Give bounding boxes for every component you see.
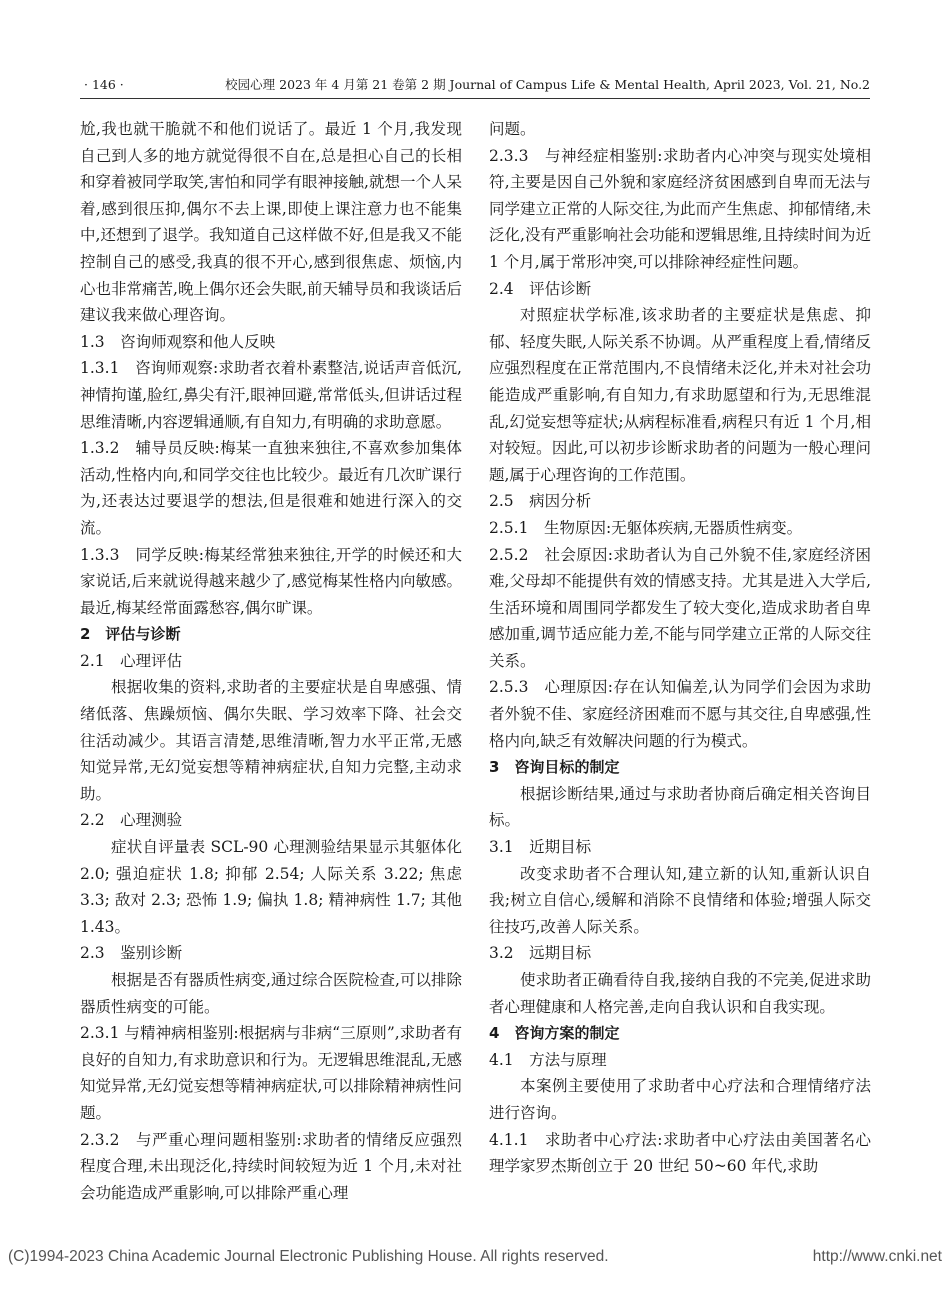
body-paragraph: 对照症状学标准,该求助者的主要症状是焦虑、抑郁、轻度失眠,人际关系不协调。从严重程度上看,情绪反应强烈程度在正常范围内,不良情绪未泛化,并未对社会功能造成严重影响,有自知力,有求助愿望和行为,无思维混乱,幻觉妄想等症状;从病程标准看,病程只有近 1 个月,相对较短。因此,可以初步诊断求助者的问题为一般心理问题,属于心理咨询的工作范围。 (489, 306, 871, 484)
section-heading: 2.1 心理评估 (80, 651, 183, 670)
body-paragraph: 根据是否有器质性病变,通过综合医院检查,可以排除器质性病变的可能。 (80, 971, 462, 1016)
body-paragraph: 1.3.2 辅导员反映:梅某一直独来独往,不喜欢参加集体活动,性格内向,和同学交往也比较少。最近有几次旷课行为,还表达过要退学的想法,但是很难和她进行深入的交流。 (80, 439, 462, 537)
left-column (80, 116, 462, 1206)
footer-url-link[interactable]: http://www.cnki.net (812, 1248, 942, 1265)
body-paragraph: 2.3.2 与严重心理问题相鉴别:求助者的情绪反应强烈程度合理,未出现泛化,持续时间较短为近 1 个月,未对社会功能造成严重影响,可以排除严重心理 (80, 1130, 462, 1202)
section-heading: 2.5 病因分析 (489, 492, 592, 511)
body-paragraph: 根据收集的资料,求助者的主要症状是自卑感强、情绪低落、焦躁烦恼、偶尔失眠、学习效率下降、社会交往活动减少。其语言清楚,思维清晰,智力水平正常,无感知觉异常,无幻觉妄想等精神病症状,自知力完整,主动求助。 (80, 678, 462, 803)
body-paragraph: 2.5.2 社会原因:求助者认为自己外貌不佳,家庭经济困难,父母却不能提供有效的情感支持。尤其是进入大学后,生活环境和周围同学都发生了较大变化,造成求助者自卑感加重,调节适应能力差,不能与同学建立正常的人际交往关系。 (489, 545, 871, 670)
body-paragraph: 根据诊断结果,通过与求助者协商后确定相关咨询目标。 (489, 784, 871, 830)
section-heading: 4.1 方法与原理 (489, 1050, 607, 1069)
section-heading: 3 咨询目标的制定 (489, 758, 620, 777)
section-heading: 2.3 鉴别诊断 (80, 944, 183, 963)
body-paragraph: 改变求助者不合理认知,建立新的认知,重新认识自我;树立自信心,缓解和消除不良情绪和体验;增强人际交往技巧,改善人际关系。 (489, 864, 871, 936)
section-heading: 2 评估与诊断 (80, 625, 181, 644)
page-number: · 146 · (84, 77, 124, 92)
body-paragraph: 2.5.1 生物原因:无躯体疾病,无器质性病变。 (489, 518, 803, 537)
body-paragraph: 使求助者正确看待自我,接纳自我的不完美,促进求助者心理健康和人格完善,走向自我认识和自我实现。 (489, 971, 871, 1016)
section-heading: 3.1 近期目标 (489, 838, 592, 857)
journal-title: 校园心理 2023 年 4 月第 21 卷第 2 期 Journal of Campus Life & Mental Health, April 2023, Vol. 21, No.2 (225, 77, 870, 92)
body-paragraph: 4.1.1 求助者中心疗法:求助者中心疗法由美国著名心理学家罗杰斯创立于 20 世纪 50~60 年代,求助 (489, 1130, 871, 1176)
section-heading: 1.3 咨询师观察和他人反映 (80, 332, 276, 351)
copyright-text: (C)1994-2023 China Academic Journal Electronic Publishing House. All rights reserved. (8, 1248, 609, 1265)
section-heading: 2.2 心理测验 (80, 811, 183, 830)
section-heading: 2.4 评估诊断 (489, 279, 592, 298)
body-paragraph: 1.3.1 咨询师观察:求助者衣着朴素整洁,说话声音低沉,神情拘谨,脸红,鼻尖有汗,眼神回避,常常低头,但讲话过程思维清晰,内容逻辑通顺,有自知力,有明确的求助意愿。 (80, 359, 462, 431)
right-column (489, 116, 871, 1180)
body-paragraph: 2.5.3 心理原因:存在认知偏差,认为同学们会因为求助者外貌不佳、家庭经济困难而不愿与其交往,自卑感强,性格内向,缺乏有效解决问题的行为模式。 (489, 678, 871, 750)
section-heading: 4 咨询方案的制定 (489, 1024, 620, 1043)
body-paragraph: 尬,我也就干脆就不和他们说话了。最近 1 个月,我发现自己到人多的地方就觉得很不自在,总是担心自己的长相和穿着被同学取笑,害怕和同学有眼神接触,就想一个人呆着,感到很压抑,偶尔不去上课,即使上课注意力也不能集中,还想到了退学。我知道自己这样做不好,但是我又不能控制自己的感受,我真的很不开心,感到很焦虑、烦恼,内心也非常痛苦,晚上偶尔还会失眠,前天辅导员和我谈话后建议我来做心理咨询。 (80, 120, 462, 325)
body-paragraph: 2.3.1 与精神病相鉴别:根据病与非病“三原则”,求助者有良好的自知力,有求助意识和行为。无逻辑思维混乱,无感知觉异常,无幻觉妄想等精神病症状,可以排除精神病性问题。 (80, 1024, 462, 1122)
body-paragraph: 问题。 (489, 120, 536, 138)
section-heading: 3.2 远期目标 (489, 944, 592, 963)
body-paragraph: 症状自评量表 SCL-90 心理测验结果显示其躯体化 2.0; 强迫症状 1.8; 抑郁 2.54; 人际关系 3.22; 焦虑 3.3; 敌对 2.3; 恐怖 1.9; 偏执 1.8; 精神病性 1.7; 其他 1.43。 (80, 838, 462, 936)
running-header (80, 76, 870, 99)
body-paragraph: 本案例主要使用了求助者中心疗法和合理情绪疗法进行咨询。 (489, 1077, 871, 1122)
body-paragraph: 2.3.3 与神经症相鉴别:求助者内心冲突与现实处境相符,主要是因自己外貌和家庭经济贫困感到自卑而无法与同学建立正常的人际交往,为此而产生焦虑、抑郁情绪,未泛化,没有严重影响社会功能和逻辑思维,且持续时间为近 1 个月,属于常形冲突,可以排除神经症性问题。 (489, 146, 871, 271)
body-paragraph: 1.3.3 同学反映:梅某经常独来独往,开学的时候还和大家说话,后来就说得越来越少了,感觉梅某性格内向敏感。最近,梅某经常面露愁容,偶尔旷课。 (80, 545, 462, 617)
